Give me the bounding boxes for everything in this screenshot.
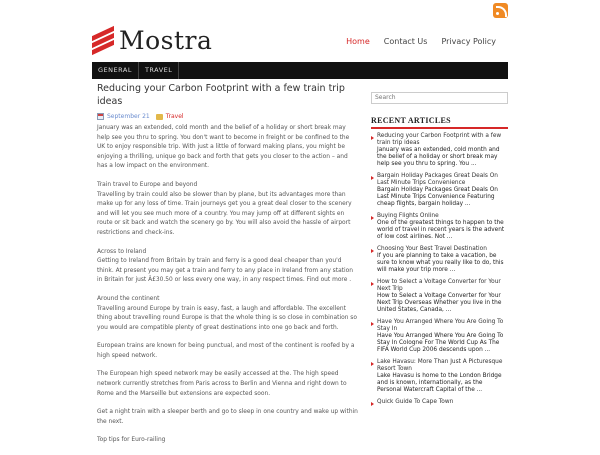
post-meta — [97, 113, 359, 120]
folder-icon — [156, 114, 163, 120]
top-navigation — [339, 37, 503, 46]
paragraph: The European high speed network may be easily accessed at the. The high speed network currently stretches from Paris across to Berlin and Vienna and right down to Rome and the Marseille but extensions are expected soon. — [97, 371, 347, 397]
recent-article-excerpt: One of the greatest things to happen to the world of travel in recent years is the advent of low cost airlines. Not ... — [377, 219, 505, 240]
recent-article-link[interactable]: Buying Flights Online — [377, 212, 439, 219]
recent-article-link[interactable]: Bargain Holiday Packages Great Deals On Last Minute Trips Convenience — [377, 172, 498, 186]
site-logo[interactable] — [92, 28, 212, 54]
category-bar — [92, 62, 508, 79]
search-input[interactable] — [371, 92, 508, 104]
calendar-icon — [97, 113, 104, 120]
recent-articles-heading: RECENT ARTICLES — [371, 116, 508, 129]
recent-article-excerpt: Bargain Holiday Packages Great Deals On Last Minute Trips Convenience Featuring cheap flights, bargain holiday ... — [377, 186, 498, 207]
logo-mark-icon — [92, 29, 114, 53]
post-title[interactable]: Reducing your Carbon Footprint with a few train trip ideas — [97, 83, 345, 107]
paragraph: European trains are known for being punctual, and most of the continent is roofed by a high speed network. — [97, 343, 355, 359]
post-category[interactable]: Travel — [165, 113, 184, 120]
post-content — [97, 82, 359, 455]
paragraph: Get a night train with a sleeper berth and go to sleep in one country and wake up within the next. — [97, 409, 358, 425]
list-item — [371, 399, 508, 406]
paragraph: January was an extended, cold month and the belief of a holiday or short break may help see you thru to spring. You don't want to become in freight or be confined to the UK to enjoy responsible trip. With just a little of forward making plans, you might be enjoying a thrilling, unique go back and forth that gets you closer to the action – and has a low impact on the environment. — [97, 125, 350, 170]
list-item — [371, 359, 508, 394]
nav-privacy-policy[interactable]: Privacy Policy — [441, 37, 496, 46]
list-item — [371, 279, 508, 314]
list-item — [371, 133, 508, 168]
recent-article-excerpt: If you are planning to take a vacation, be sure to know what you really like to do, this will make your trip more ... — [377, 252, 504, 273]
recent-article-link[interactable]: Reducing your Carbon Footprint with a few train trip ideas — [377, 132, 502, 146]
category-travel[interactable]: TRAVEL — [139, 62, 179, 79]
recent-article-excerpt: Lake Havasu is home to the London Bridge and is known, internationally, as the Personal Watercraft Capital of the ... — [377, 372, 502, 393]
recent-article-excerpt: January was an extended, cold month and the belief of a holiday or short break may help see you thru to spring. You ... — [377, 146, 500, 167]
recent-articles-list — [371, 133, 508, 406]
recent-article-link[interactable]: How to Select a Voltage Converter for Your Next Trip — [377, 278, 501, 292]
list-item — [371, 319, 508, 354]
paragraph: Top tips for Euro-railing — [97, 437, 166, 444]
nav-home[interactable]: Home — [346, 37, 370, 46]
recent-article-excerpt: Have You Arranged Where You Are Going To Stay In Cologne For The World Cup As The FIFA World Cup 2006 descends upon ... — [377, 332, 504, 353]
nav-contact-us[interactable]: Contact Us — [383, 37, 428, 46]
category-general[interactable]: GENERAL — [92, 62, 139, 79]
recent-article-link[interactable]: Lake Havasu: More Than Just A Picturesque Resort Town — [377, 358, 503, 372]
paragraph: Around the continent Travelling around Europe by train is easy, fast, a laugh and affordable. The excellent thing about travelling round Europe is that the whole thing is so close in combination so you would are compatible plenty of great destinations into one go back and forth. — [97, 295, 357, 331]
list-item — [371, 173, 508, 208]
recent-article-link[interactable]: Quick Guide To Cape Town — [377, 398, 454, 405]
paragraph: Across to Ireland Getting to Ireland from Britain by train and ferry is a good deal cheaper than you'd think. At present you may get a train and ferry to any place in Ireland from any station in Britain for just Â£30.50 or less every one way, in any respect times. Find out more . — [97, 248, 353, 284]
recent-article-link[interactable]: Choosing Your Best Travel Destination — [377, 245, 487, 252]
list-item — [371, 246, 508, 274]
list-item — [371, 213, 508, 241]
rss-icon[interactable] — [493, 3, 508, 18]
post-date: September 21 — [107, 113, 150, 120]
sidebar — [371, 84, 508, 411]
site-name: Mostra — [119, 26, 213, 55]
recent-article-link[interactable]: Have You Arranged Where You Are Going To Stay In — [377, 318, 504, 332]
recent-article-excerpt: How to Select a Voltage Converter for Your Next Trip Overseas Whether you live in the United States, Canada, ... — [377, 292, 502, 313]
paragraph: Train travel to Europe and beyond Travelling by train could also be slower than by plane, but its advantages more than make up for any loss of time. Train journeys get you a great deal closer to the scenery and will let you see much more of a country. You may jump off at different sights en route or sit back and watch the scenery go by. You will also avoid the hassle of airport restrictions and check-ins. — [97, 181, 352, 236]
post-body — [97, 124, 359, 446]
